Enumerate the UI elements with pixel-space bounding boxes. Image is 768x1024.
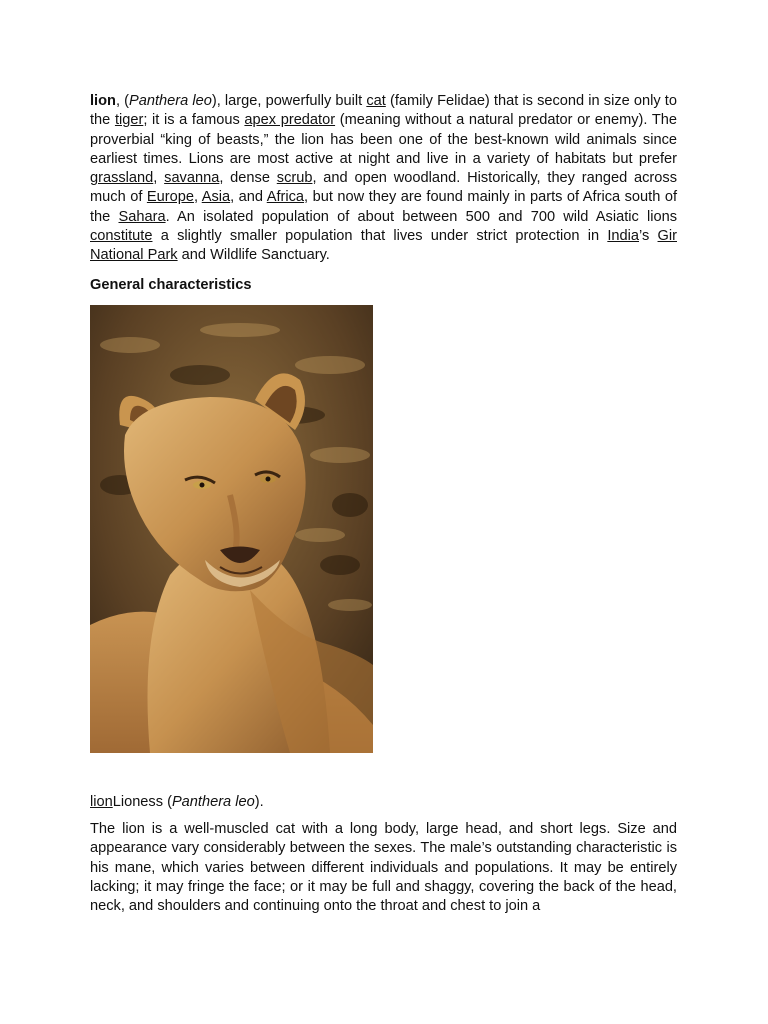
link-asia[interactable]: Asia — [201, 189, 231, 206]
link-africa[interactable]: Africa — [266, 189, 305, 206]
caption-scientific-name: Panthera leo — [171, 793, 255, 810]
link-tiger[interactable]: tiger — [114, 112, 144, 129]
caption-link-lion[interactable]: lion — [90, 793, 113, 810]
image-caption: lionLioness (Panthera leo). — [90, 793, 264, 810]
link-india[interactable]: India — [607, 228, 639, 245]
link-savanna[interactable]: savanna — [164, 170, 220, 187]
link-scrub[interactable]: scrub — [276, 170, 313, 187]
term-lion: lion — [90, 93, 116, 109]
intro-paragraph: lion, (Panthera leo), large, powerfully built cat (family Felidae) that is second in size only to the tiger; it is a famous apex predator (meaning without a natural predator or enemy). The proverbial “king of beasts,” the lion has been one of the best-known wild animals since earliest times. Lions are most active at night and live in a variety of habitats but prefer grassland, savanna, dense scrub, and open woodland. Historically, they ranged across much of Europe, Asia, and Africa, but now they are found mainly in parts of Africa south of the Sahara. An isolated population of about between 500 and 700 wild Asiatic lions constitute a slightly smaller population that lives under strict protection in India’s Gir National Park and Wildlife Sanctuary. — [90, 93, 678, 264]
link-apex-predator[interactable]: apex predator — [244, 112, 336, 129]
lioness-photo — [90, 305, 373, 753]
document-page — [90, 92, 677, 916]
link-gir-national-park[interactable]: Gir National Park — [90, 228, 677, 264]
link-sahara[interactable]: Sahara — [118, 208, 166, 225]
scientific-name: Panthera leo — [129, 93, 212, 109]
link-constitute[interactable]: constitute — [90, 228, 153, 245]
link-cat[interactable]: cat — [366, 93, 386, 109]
link-europe[interactable]: Europe — [146, 189, 194, 206]
body-paragraph: The lion is a well-muscled cat with a long body, large head, and short legs. Size and appearance vary considerably between the sexes. The male’s outstanding characteristic is his mane, which varies between different individuals and populations. It may be entirely lacking; it may fringe the face; or it may be full and shaggy, covering the back of the head, neck, and shoulders and continuing onto the throat and chest to join a — [90, 820, 677, 915]
section-heading: General characteristics — [90, 276, 252, 293]
link-grassland[interactable]: grassland — [90, 170, 154, 187]
